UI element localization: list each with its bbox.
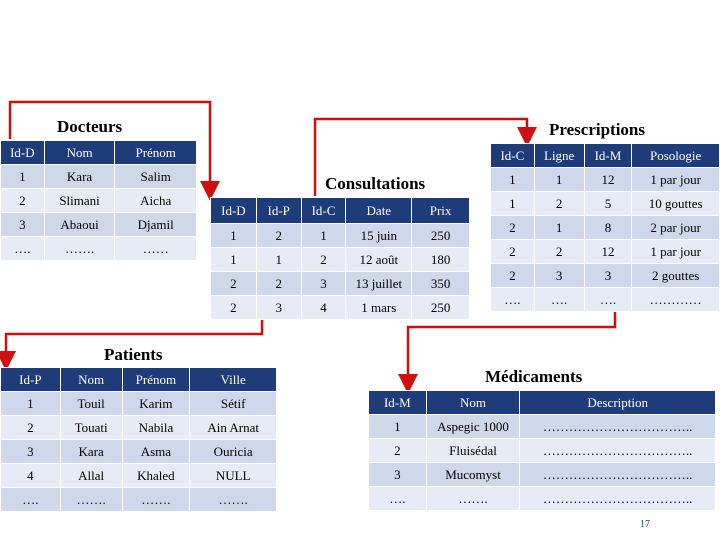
table-cell: 1 <box>301 224 346 248</box>
column-header: Nom <box>44 141 115 165</box>
table-cell: 1 <box>491 168 535 192</box>
column-header: Id-D <box>211 198 257 224</box>
table-row <box>1 392 277 416</box>
table-cell: 2 <box>211 272 257 296</box>
table-cell: Salim <box>115 165 197 189</box>
table-cell: 2 <box>211 296 257 320</box>
table-row <box>369 463 716 487</box>
column-header: Id-C <box>491 144 535 168</box>
column-header: Ligne <box>534 144 584 168</box>
table-row <box>1 213 197 237</box>
page-number: 17 <box>640 519 650 530</box>
table-cell: 3 <box>1 213 45 237</box>
table-cell: 3 <box>369 463 427 487</box>
table-cell: 1 <box>534 168 584 192</box>
table-cell: …………………………….. <box>520 415 716 439</box>
table-cell: Aspegic 1000 <box>426 415 520 439</box>
table-row <box>1 237 197 261</box>
column-header: Id-C <box>301 198 346 224</box>
table-row <box>369 439 716 463</box>
table-cell: Karim <box>122 392 190 416</box>
table-cell: Mucomyst <box>426 463 520 487</box>
table-cell: 2 <box>534 240 584 264</box>
table-row <box>211 272 470 296</box>
table-cell: 12 <box>584 240 632 264</box>
medicaments-title: Médicaments <box>485 367 583 386</box>
table-cell: 1 <box>369 415 427 439</box>
table-row <box>491 264 720 288</box>
table-cell: …… <box>115 237 197 261</box>
table-cell: Djamil <box>115 213 197 237</box>
table-cell: 13 juillet <box>346 272 412 296</box>
table-cell: 3 <box>301 272 346 296</box>
table-cell: Nabila <box>122 416 190 440</box>
docteurs-table <box>0 140 197 261</box>
column-header: Prix <box>412 198 470 224</box>
prescriptions-title: Prescriptions <box>549 120 646 139</box>
column-header: Prénom <box>122 368 190 392</box>
table-row <box>211 224 470 248</box>
table-cell: 12 août <box>346 248 412 272</box>
table-cell: Ouricia <box>190 440 277 464</box>
table-cell: Ain Arnat <box>190 416 277 440</box>
table-cell: 4 <box>1 464 61 488</box>
table-cell: Touil <box>60 392 122 416</box>
table-cell: 1 mars <box>346 296 412 320</box>
prescriptions-table <box>490 143 720 312</box>
table-cell: Fluisédal <box>426 439 520 463</box>
table-cell: 5 <box>584 192 632 216</box>
table-cell: 1 <box>534 216 584 240</box>
table-row <box>369 487 716 511</box>
table-cell: …. <box>584 288 632 312</box>
column-header: Nom <box>426 391 520 415</box>
table-cell: 1 par jour <box>632 168 720 192</box>
table-cell: 8 <box>584 216 632 240</box>
column-header: Id-P <box>1 368 61 392</box>
table-cell: …. <box>369 487 427 511</box>
table-cell: 2 <box>491 240 535 264</box>
table-row <box>369 415 716 439</box>
table-cell: 3 <box>1 440 61 464</box>
table-cell: 10 gouttes <box>632 192 720 216</box>
column-header: Nom <box>60 368 122 392</box>
patients-title: Patients <box>104 345 163 364</box>
consultations-table <box>210 197 470 320</box>
table-cell: …………………………….. <box>520 439 716 463</box>
table-cell: 1 par jour <box>632 240 720 264</box>
column-header: Id-M <box>369 391 427 415</box>
table-cell: …………………………….. <box>520 487 716 511</box>
table-cell: 250 <box>412 224 470 248</box>
table-cell: 1 <box>211 224 257 248</box>
column-header: Description <box>520 391 716 415</box>
table-row <box>491 288 720 312</box>
table-cell: 2 <box>256 224 301 248</box>
table-row <box>211 296 470 320</box>
table-cell: Abaoui <box>44 213 115 237</box>
table-cell: 2 <box>256 272 301 296</box>
table-cell: Kara <box>60 440 122 464</box>
table-cell: 1 <box>1 165 45 189</box>
table-row <box>491 168 720 192</box>
table-cell: Touati <box>60 416 122 440</box>
table-row <box>1 165 197 189</box>
table-cell: 2 gouttes <box>632 264 720 288</box>
table-row <box>491 192 720 216</box>
column-header: Ville <box>190 368 277 392</box>
column-header: Posologie <box>632 144 720 168</box>
table-row <box>1 440 277 464</box>
table-cell: Kara <box>44 165 115 189</box>
table-cell: 3 <box>256 296 301 320</box>
table-cell: 2 <box>1 416 61 440</box>
table-cell: ……. <box>60 488 122 512</box>
column-header: Prénom <box>115 141 197 165</box>
table-cell: 2 <box>1 189 45 213</box>
table-cell: ………… <box>632 288 720 312</box>
table-cell: 1 <box>491 192 535 216</box>
table-cell: …. <box>491 288 535 312</box>
table-cell: ……. <box>190 488 277 512</box>
table-cell: 2 <box>301 248 346 272</box>
table-row <box>1 464 277 488</box>
table-cell: 250 <box>412 296 470 320</box>
patients-table <box>0 367 277 512</box>
table-cell: 2 <box>369 439 427 463</box>
table-cell: Sétif <box>190 392 277 416</box>
table-row <box>1 189 197 213</box>
table-cell: 4 <box>301 296 346 320</box>
table-cell: 1 <box>256 248 301 272</box>
column-header: Id-M <box>584 144 632 168</box>
table-row <box>491 240 720 264</box>
medicaments-table <box>368 390 716 511</box>
table-cell: Khaled <box>122 464 190 488</box>
table-cell: …………………………….. <box>520 463 716 487</box>
table-cell: ……. <box>44 237 115 261</box>
column-header: Id-P <box>256 198 301 224</box>
table-row <box>211 248 470 272</box>
table-cell: …. <box>534 288 584 312</box>
table-cell: 2 <box>491 264 535 288</box>
table-cell: Slimani <box>44 189 115 213</box>
table-cell: Aicha <box>115 189 197 213</box>
table-row <box>1 416 277 440</box>
table-cell: …. <box>1 237 45 261</box>
column-header: Id-D <box>1 141 45 165</box>
table-cell: ……. <box>122 488 190 512</box>
table-cell: 180 <box>412 248 470 272</box>
consultations-title: Consultations <box>325 174 426 193</box>
table-cell: Allal <box>60 464 122 488</box>
table-cell: 3 <box>534 264 584 288</box>
table-cell: 350 <box>412 272 470 296</box>
table-cell: …. <box>1 488 61 512</box>
table-cell: 1 <box>211 248 257 272</box>
table-cell: NULL <box>190 464 277 488</box>
table-row <box>1 488 277 512</box>
column-header: Date <box>346 198 412 224</box>
table-cell: 2 <box>534 192 584 216</box>
table-cell: 12 <box>584 168 632 192</box>
docteurs-title: Docteurs <box>57 117 123 136</box>
table-cell: 2 <box>491 216 535 240</box>
table-cell: 2 par jour <box>632 216 720 240</box>
table-cell: 15 juin <box>346 224 412 248</box>
table-cell: 1 <box>1 392 61 416</box>
table-cell: 3 <box>584 264 632 288</box>
table-cell: ……. <box>426 487 520 511</box>
table-cell: Asma <box>122 440 190 464</box>
table-row <box>491 216 720 240</box>
